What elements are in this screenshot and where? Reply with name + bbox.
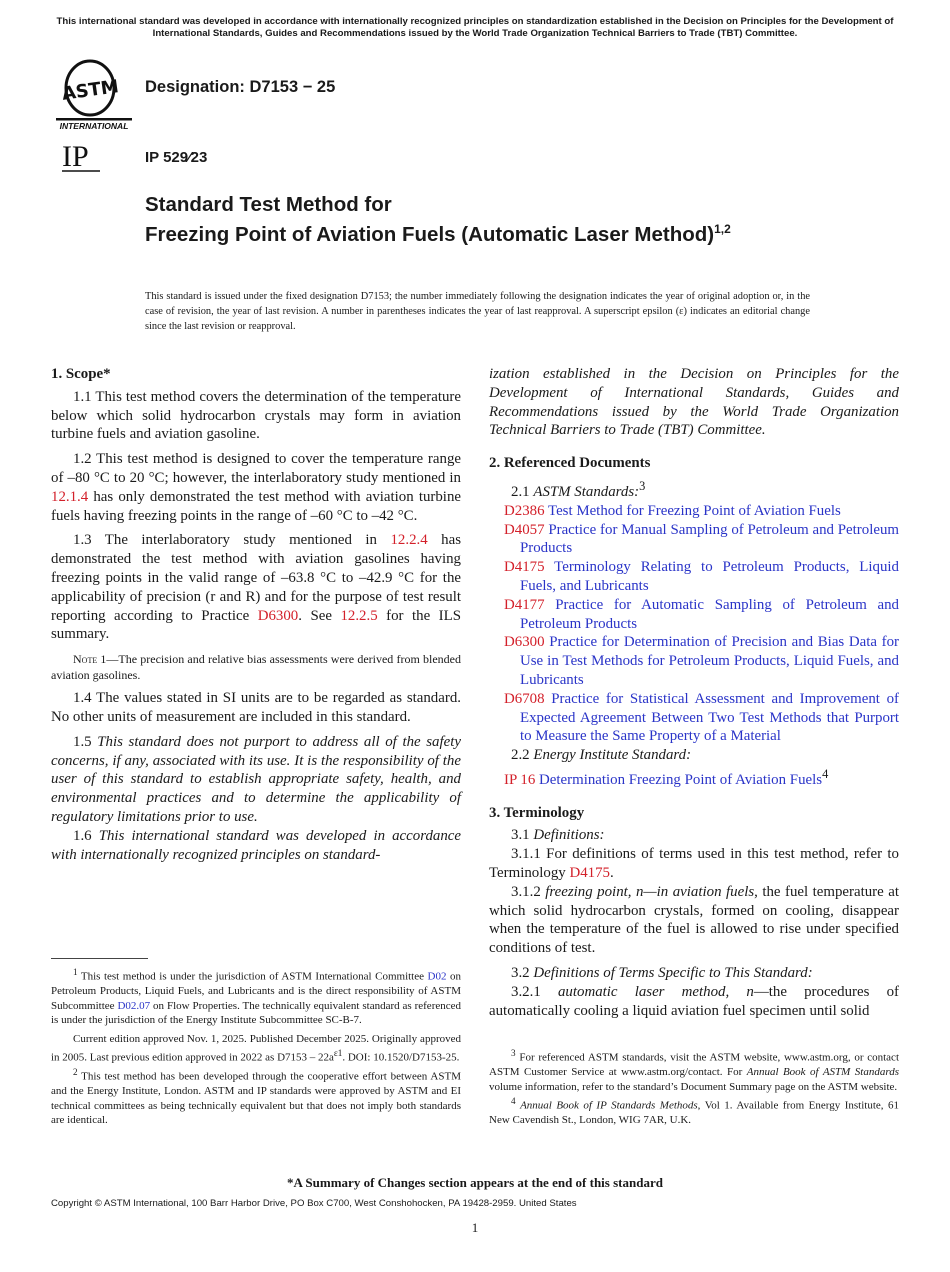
page-number: 1: [471, 1220, 479, 1235]
para-1-6: 1.6 This international standard was developed in accordance with internationally recognized principles on standard-: [51, 827, 462, 863]
designation: Designation: D7153 − 25: [145, 78, 336, 96]
ip-logo: [60, 138, 110, 174]
reference-d2386[interactable]: D2386 Test Method for Freezing Point of Aviation Fuels: [504, 502, 841, 519]
para-1-5: 1.5 This standard does not purport to address all of the safety concerns, if any, associated with its use. It is the responsibility of the user of this standard to establish appropriate safety, health, and environmental practices and to determine the applicability of regulatory limitations prior to use.: [51, 733, 461, 825]
para-1-4: 1.4 The values stated in SI units are to be regarded as standard. No other units of measurement are included in this standard.: [51, 690, 461, 725]
left-column: [51, 365, 461, 864]
footnote-2: $^2$ This test method has been developed through the cooperative effort between ASTM and the Energy Institute, London. ASTM and IP standards were approved by ASTM and EI technical committees as being technically equivalent but that does not imply both standards are identical.: [51, 1067, 461, 1127]
subsection-2-2: 2.2 Energy Institute Standard:: [511, 747, 692, 764]
header-notice: This international standard was developed in accordance with internationally recognized principles on standardization established in the Decision on Principles for the Development of International Standards, Guides and Recommendations issued by the World Trade Organization Technical Barriers to Trade (TBT) Committee.: [56, 16, 894, 39]
title-line-1: Standard Test Method for: [145, 193, 392, 216]
ip-designation: IP 529⁄23: [145, 149, 208, 166]
reference-ip16[interactable]: IP 16 Determination Freezing Point of Aviation Fuels$^4$: [504, 766, 829, 788]
para-1-1: 1.1 This test method covers the determination of the temperature below which solid hydrocarbon crystals may form in aviation turbine fuels and aviation gasoline.: [51, 388, 461, 443]
section-heading-scope: 1. Scope*: [51, 366, 111, 382]
astm-logo-text: ASTM: [60, 76, 121, 105]
ip-logo-text: IP: [62, 140, 89, 173]
edition-note: Current edition approved Nov. 1, 2025. Published December 2025. Originally approved in 2005. Last previous edition approved in 2022 as $D7153 - 22a^{\varepsilon 1}$. DOI: 10.1520/D7153-25.: [51, 1032, 461, 1064]
issued-note: This standard is issued under the fixed designation D7153; the number immediately following the designation indicates the year of original adoption or, in the case of revision, the year of last revision. A number in parentheses indicates the year of last reapproval. A superscript epsilon (ε) indicates an editorial change since the last revision or reapproval.: [145, 291, 810, 332]
para-3-1-2: 3.1.2 freezing point, n—in aviation fuels, the fuel temperature at which solid hydrocarbon crystals, formed on cooling, disappear when the temperature of the fuel is allowed to rise under specified conditions of test.: [489, 883, 899, 957]
astm-logo: [54, 58, 134, 132]
footnote-rule: [51, 958, 148, 959]
astm-logo-subtext: INTERNATIONAL: [59, 121, 129, 131]
right-column: [489, 365, 899, 1020]
para-1-2: 1.2 This test method is designed to cover the temperature range of –80 °C to 20 °C; however, the interlaboratory study mentioned in 12.1.4 has only demonstrated the test method with aviation turbine fuels having freezing points in the range of –60 °C to –42 °C.: [51, 451, 461, 524]
link-d02-07[interactable]: D02.07: [117, 999, 151, 1012]
reference-d4175[interactable]: D4175 Terminology Relating to Petroleum Products, Liquid Fuels, and Lubricants: [504, 559, 899, 594]
link-d02[interactable]: D02: [427, 970, 447, 983]
reference-d4057[interactable]: D4057 Practice for Manual Sampling of Petroleum and Petroleum Products: [504, 521, 899, 557]
section-heading-referenced: 2. Referenced Documents: [489, 455, 651, 472]
link-12-2-5[interactable]: 12.2.5: [340, 607, 378, 624]
subsection-3-1: 3.1 Definitions:: [511, 827, 605, 844]
footnote-3: $^3$ For referenced ASTM standards, visit the ASTM website, www.astm.org, or contact ASTM Customer Service at www.astm.org/contact. For Annual Book of ASTM Standards volume information, refer to the standard’s Document Summary page on the ASTM website.: [489, 1048, 899, 1093]
reference-d6300[interactable]: D6300 Practice for Determination of Precision and Bias Data for Use in Test Methods for Petroleum Products, Liquid Fuels, and Lubricants: [504, 634, 899, 688]
para-3-2-1: 3.2.1 automatic laser method, n—the procedures of automatically cooling a liquid aviation fuel specimen until solid: [489, 983, 899, 1019]
subsection-2-1: 2.1 ASTM Standards:$^3$: [511, 478, 646, 500]
summary-notice: *A Summary of Changes section appears at the end of this standard: [287, 1175, 663, 1190]
subsection-3-2: 3.2 Definitions of Terms Specific to This Standard:: [511, 965, 813, 982]
link-12-1-4[interactable]: 12.1.4: [51, 488, 89, 505]
link-d4175[interactable]: D4175: [569, 865, 610, 882]
footnotes-right: [489, 1046, 899, 1128]
footnote-4: $^4$ Annual Book of IP Standards Methods, Vol 1. Available from Energy Institute, 61 New Cavendish St., London, WIG 7AR, U.K.: [489, 1096, 899, 1127]
document-title: [145, 192, 745, 247]
footnote-1: $^1$ This test method is under the jurisdiction of ASTM International Committee D02 on Petroleum Products, Liquid Fuels, and Lubricants and is the direct responsibility of ASTM Subcommittee D02.07 on Flow Properties. The technically equivalent standard as referenced is under the jurisdiction of the Energy Institute Subcommittee SC-B-7.: [51, 967, 461, 1027]
link-12-2-4[interactable]: 12.2.4: [390, 532, 428, 549]
link-d6300[interactable]: D6300: [257, 607, 299, 624]
title-line-2: Freezing Point of Aviation Fuels (Automatic Laser Method)$^{1,2}$: [145, 222, 731, 246]
note-1: Note 1—The precision and relative bias assessments were derived from blended aviation gasolines.: [51, 652, 461, 682]
reference-d6708[interactable]: D6708 Practice for Statistical Assessment and Improvement of Expected Agreement Between Two Test Methods that Purport to Measure the Same Property of a Material: [504, 690, 899, 745]
reference-d4177[interactable]: D4177 Practice for Automatic Sampling of Petroleum and Petroleum Products: [504, 596, 899, 632]
copyright: Copyright © ASTM International, 100 Barr Harbor Drive, PO Box C700, West Conshohocken, PA 19428-2959. United States: [51, 1198, 577, 1209]
para-1-3: 1.3 The interlaboratory study mentioned in 12.2.4 has demonstrated the test method with aviation gasolines having freezing points in the valid range of –63.8 °C to –42.9 °C for the applicability of precision (r and R) and for the purpose of test result reporting according to Practice D6300. See 12.2.5 for the ILS summary.: [51, 532, 461, 643]
para-1-6-continued: ization established in the Decision on Principles for the Development of International Standards, Guides and Recommendations issued by the World Trade Organization Technical Barriers to Trade (TBT) Committee.: [489, 366, 899, 439]
para-3-1-1: 3.1.1 For definitions of terms used in this test method, refer to Terminology D4175.: [489, 846, 899, 882]
footnotes-left: [51, 958, 461, 1128]
section-heading-terminology: 3. Terminology: [489, 804, 585, 821]
